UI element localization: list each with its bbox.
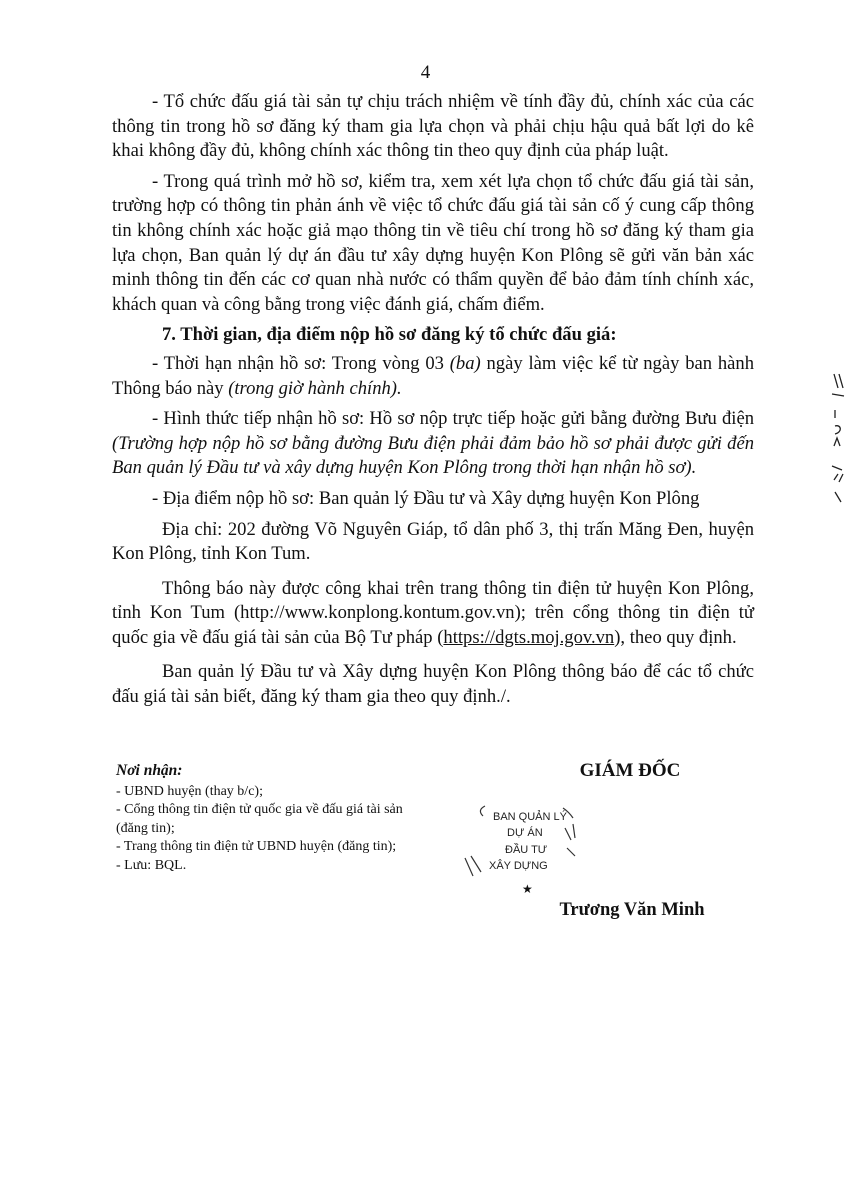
section-7-heading: 7. Thời gian, địa điểm nộp hồ sơ đăng ký tổ chức đấu giá:: [162, 324, 617, 346]
deadline-text: - Thời hạn nhận hồ sơ: Trong vòng 03: [152, 352, 450, 374]
document-body: [112, 90, 754, 720]
submission-method-note: (Trường hợp nộp hồ sơ bằng đường Bưu điện phải đảm bảo hồ sơ phải được gửi đến Ban quản lý Đầu tư và xây dựng huyện Kon Plông trong thời hạn nhận hồ sơ).: [112, 432, 754, 479]
recipient-item: - UBND huyện (thay b/c);: [116, 783, 263, 799]
publication-text: Thông báo này được công khai trên trang thông tin điện tử huyện Kon Plông, tỉnh Kon Tum (http://www.konplong.kontum.gov.vn); trên cổng thông tin điện tử quốc gia về đấu giá tài sản của Bộ Tư pháp (: [112, 577, 754, 648]
official-stamp: [455, 798, 615, 898]
page-number: 4: [420, 62, 431, 83]
paragraph-submission-place: - Địa điểm nộp hồ sơ: Ban quản lý Đầu tư và Xây dựng huyện Kon Plông: [152, 487, 700, 509]
dgts-link[interactable]: https://dgts.moj.gov.vn: [443, 626, 615, 648]
recipients-list: [116, 783, 416, 876]
signer-name: Trương Văn Minh: [559, 900, 705, 920]
stamp-line-4: XÂY DỰNG: [489, 860, 548, 872]
paragraph-publication: [112, 577, 754, 651]
deadline-text-cont: ngày làm việc kể từ ngày ban hành Thông báo này: [112, 352, 754, 399]
paragraph-submission-method: [112, 407, 754, 481]
submission-method-text: - Hình thức tiếp nhận hồ sơ: Hồ sơ nộp trực tiếp hoặc gửi bằng đường Bưu điện: [152, 408, 754, 430]
stamp-line-2: DỰ ÁN: [507, 827, 543, 839]
paragraph-responsibility: - Tổ chức đấu giá tài sản tự chịu trách nhiệm về tính đầy đủ, chính xác của các thông tin trong hồ sơ đăng ký tham gia lựa chọn và phải chịu hậu quả bất lợi do kê khai không đầy đủ, không chính xác thông tin theo quy định của pháp luật.: [112, 91, 754, 162]
paragraph-deadline: [112, 352, 754, 401]
recipients-block: [116, 762, 416, 875]
recipient-item: - Cổng thông tin điện tử quốc gia về đấu giá tài sản (đăng tin);: [116, 802, 403, 836]
deadline-number-words: (ba): [449, 352, 481, 374]
paragraph-closing: Ban quản lý Đầu tư và Xây dựng huyện Kon Plông thông báo để các tổ chức đấu giá tài sản biết, đăng ký tham gia theo quy định./.: [112, 661, 754, 708]
signer-title: GIÁM ĐỐC: [579, 760, 681, 781]
paragraph-address: Địa chỉ: 202 đường Võ Nguyên Giáp, tổ dân phố 3, thị trấn Măng Đen, huyện Kon Plông, tỉnh Kon Tum.: [112, 518, 754, 565]
paragraph-verification: - Trong quá trình mở hồ sơ, kiểm tra, xem xét lựa chọn tổ chức đấu giá tài sản, trường hợp có thông tin phản ánh về việc tổ chức đấu giá tài sản cố ý cung cấp thông tin không chính xác hoặc giả mạo thông tin về tiêu chí trong hồ sơ đăng ký tham gia lựa chọn, Ban quản lý dự án đầu tư xây dựng huyện Kon Plông sẽ gửi văn bản xác minh thông tin đến các cơ quan nhà nước có thẩm quyền để bảo đảm tính chính xác, khách quan và công bằng trong việc đánh giá, chấm điểm.: [112, 170, 754, 315]
deadline-note: (trong giờ hành chính).: [228, 377, 402, 399]
stamp-line-3: ĐẦU TƯ: [505, 844, 548, 856]
signature-mark: ★: [522, 882, 533, 896]
margin-annotation-mark: [826, 370, 851, 510]
publication-text-end: ), theo quy định.: [614, 626, 737, 648]
recipients-title: Nơi nhận:: [116, 762, 183, 779]
recipient-item: - Trang thông tin điện tử UBND huyện (đăng tin);: [116, 839, 397, 854]
stamp-line-1: BAN QUẢN LÝ: [493, 811, 567, 823]
recipient-item: - Lưu: BQL.: [116, 857, 187, 873]
